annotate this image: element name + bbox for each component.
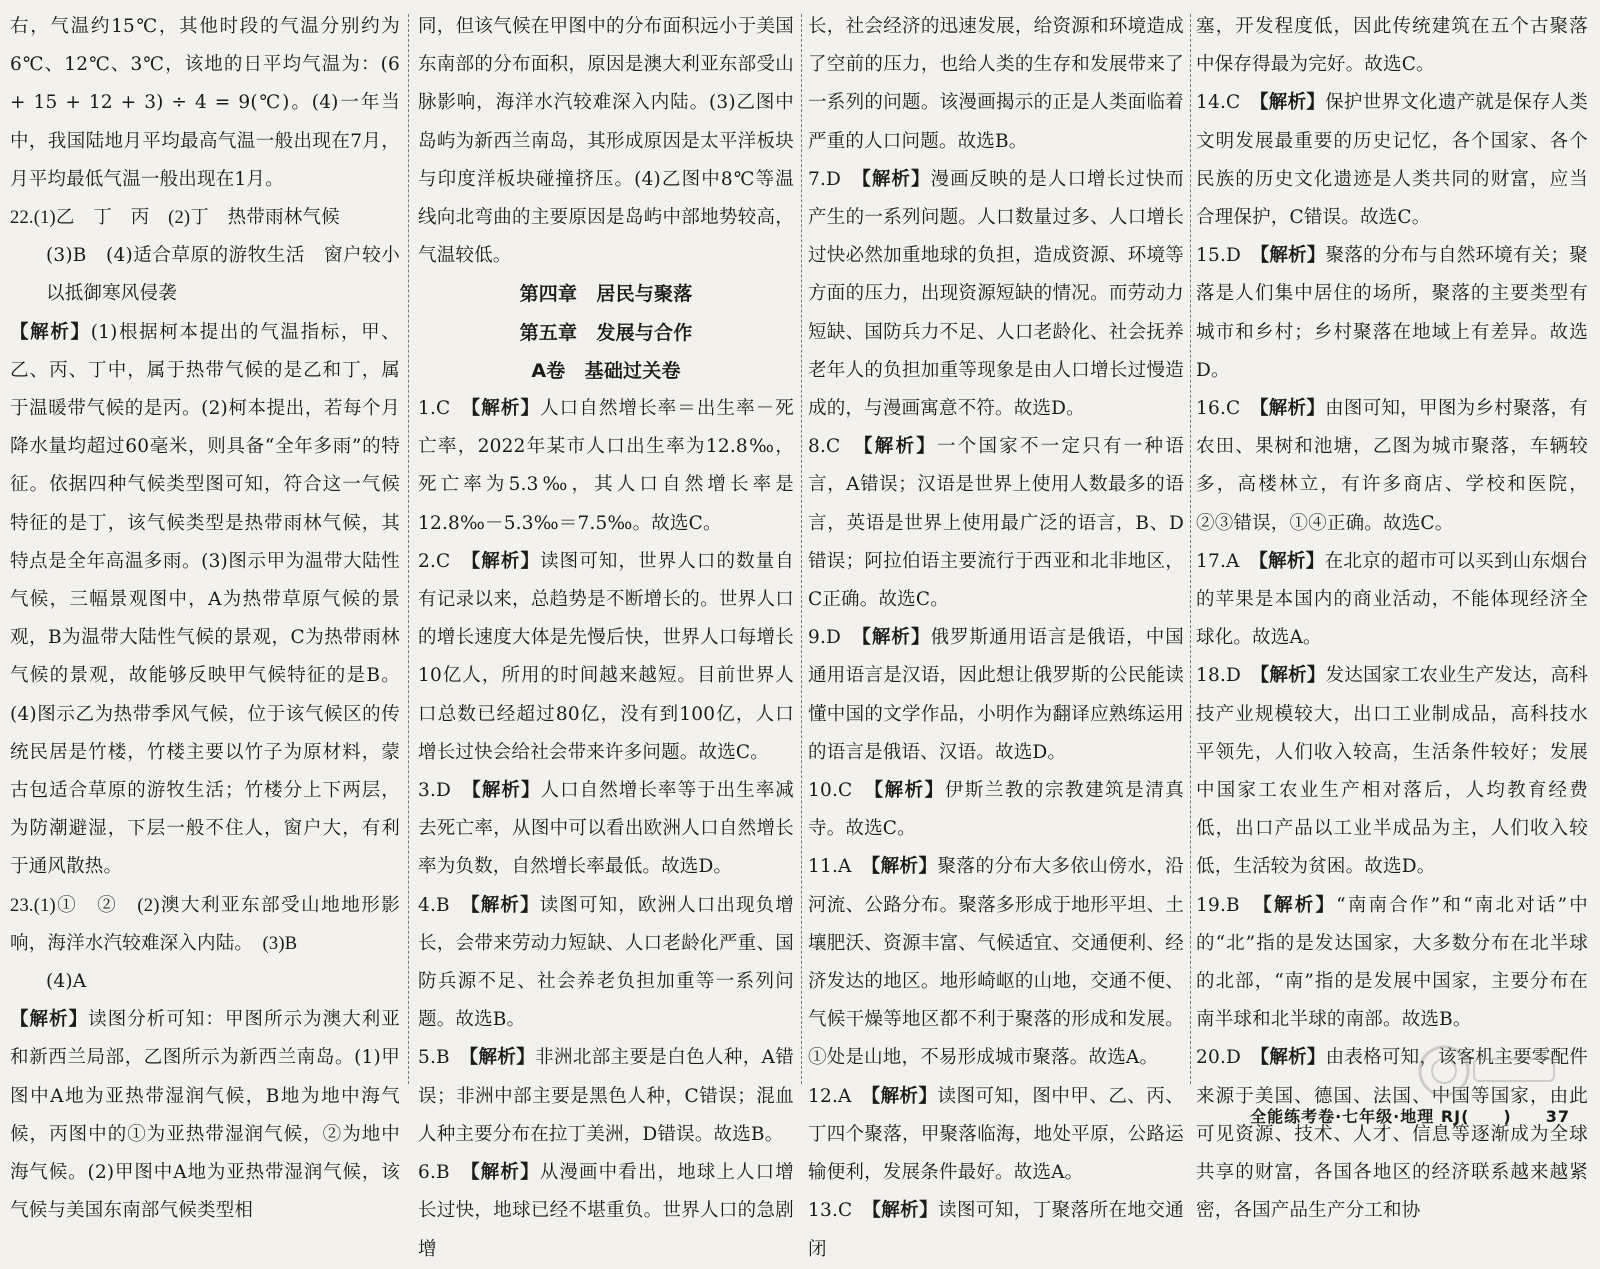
analysis-tag: 【解析】 <box>870 1085 938 1107</box>
section-heading: A卷 基础过关卷 <box>531 359 681 382</box>
answer-item: 18.D 【解析】发达国家工农业生产发达，高科技产业规模较大，出口工业制成品，高科技水平领先，人们收入较高，生活条件较好；发展中国家工农业生产相对落后，人均教育经费低，出口产品以工业半成品为主，人们收入较低，生活较为贫困。故选D。 <box>1196 665 1588 878</box>
text-block: 右，气温约15℃，其他时段的气温分别约为6℃、12℃、3℃，该地的日平均气温为：(6 + 15 + 12 + 3) ÷ 4 = 9(℃)。(4)一年当中，我国陆地月平均最高气温一般出现在7月，月平均最低气温一般出现在1月。 <box>10 16 400 190</box>
answer-item: 19.B 【解析】“南南合作”和“南北对话”中的“北”指的是发达国家，大多数分布在北半球的北部，“南”指的是发展中国家，主要分布在南半球和北半球的南部。故选B。 <box>1196 894 1588 1031</box>
answer-item: 10.C 【解析】伊斯兰教的宗教建筑是清真寺。故选C。 <box>808 780 1184 840</box>
analysis-tag: 【解析】 <box>1259 1047 1326 1069</box>
analysis-q22: 【解析】(1)根据柯本提出的气温指标，甲、乙、丙、丁中，属于热带气候的是乙和丁，属于温暖带气候的是丙。(2)柯本提出，若每个月降水量均超过60毫米，则具备“全年多雨”的特征。依据四种气候类型图可知，符合这一气候特征的是丁，该气候类型是热带雨林气候，其特点是全年高温多雨。(3)图示甲为温带大陆性气候，三幅景观图中，A为热带草原气候的景观，B为温带大陆性气候的景观，C为热带雨林气候的景观，故能够反映甲气候特征的是B。(4)图示乙为热带季风气候，位于该气候区的传统民居是竹楼，竹楼主要以竹子为原材料，蒙古包适合草原的游牧生活；竹楼分上下两层，为防潮避湿，下层一般不住人，窗户大，有利于通风散热。 <box>10 321 400 878</box>
answer-item: 13.C 【解析】读图可知，丁聚落所在地交通闭 <box>808 1200 1184 1260</box>
column-3 <box>808 8 1184 1260</box>
column-1 <box>10 8 400 1222</box>
answer-item: 6.B 【解析】从漫画中看出，地球上人口增长过快，地球已经不堪重负。世界人口的急剧增 <box>418 1162 794 1260</box>
analysis-tag: 【解析】 <box>1262 894 1337 916</box>
column-divider <box>801 14 802 1084</box>
chapter-heading: 第五章 发展与合作 <box>519 321 693 344</box>
analysis-tag: 【解析】 <box>468 1047 536 1069</box>
answer-q23: 23.(1)① ② (2)澳大利亚东部受山地地形影响，海洋水汽较难深入内陆。 (3)B <box>10 895 400 954</box>
analysis-tag: 【解析】 <box>1259 398 1326 420</box>
answer-item: 2.C 【解析】读图可知，世界人口的数量自有记录以来，总趋势是不断增长的。世界人口的增长速度大体是先慢后快，世界人口每增长10亿人，所用的时间越来越短。目前世界人口总数已经超过80亿，没有到100亿，人口增长过快会给社会带来许多问题。故选C。 <box>418 550 794 763</box>
chapter-heading: 第四章 居民与聚落 <box>519 283 693 306</box>
analysis-tag: 【解析】 <box>470 550 541 572</box>
answer-item: 3.D 【解析】人口自然增长率等于出生率减去死亡率，从图中可以看出欧洲人口自然增长率为负数，自然增长率最低。故选D。 <box>418 780 794 878</box>
text-block: 塞，开发程度低，因此传统建筑在五个古聚落中保存得最为完好。故选C。 <box>1196 16 1588 76</box>
text-block: 长，社会经济的迅速发展，给资源和环境造成了空前的压力，也给人类的生存和发展带来了一系列的问题。该漫画揭示的正是人类面临着严重的人口问题。故选B。 <box>808 16 1184 152</box>
answer-item: 16.C 【解析】由图可知，甲图为乡村聚落，有农田、果树和池塘，乙图为城市聚落，车辆较多，高楼林立，有许多商店、学校和医院，②③错误，①④正确。故选C。 <box>1196 398 1589 534</box>
analysis-tag: 【解析】 <box>871 1200 939 1222</box>
answer-q23-cont: (4)A <box>46 971 87 993</box>
analysis-tag: 【解析】 <box>10 1009 89 1031</box>
answer-item: 4.B 【解析】读图可知，欧洲人口出现负增长，会带来劳动力短缺、人口老龄化严重、国防兵源不足、社会养老负担加重等一系列问题。故选B。 <box>418 894 794 1031</box>
column-divider <box>1190 14 1191 1084</box>
analysis-tag: 【解析】 <box>1259 245 1326 267</box>
analysis-tag: 【解析】 <box>470 894 540 916</box>
column-2 <box>418 8 794 1260</box>
page-footer: 全能练考卷·七年级·地理 RJ( ) 37 <box>1250 1107 1570 1126</box>
answer-q22-cont: (3)B (4)适合草原的游牧生活 窗户较小以抵御寒风侵袭 <box>46 245 400 305</box>
answer-q22: 22.(1)乙 丁 丙 (2)丁 热带雨林气候 <box>10 208 340 229</box>
analysis-tag: 【解析】 <box>861 168 931 190</box>
answer-item: 14.C 【解析】保护世界文化遗产就是保存人类文明发展最重要的历史记忆，各个国家、各个民族的历史文化遗迹是人类共同的财富，应当合理保护，C错误。故选C。 <box>1196 92 1589 229</box>
answer-item: 17.A 【解析】在北京的超市可以买到山东烟台的苹果是本国内的商业活动，不能体现经济全球化。故选A。 <box>1196 550 1588 649</box>
column-divider <box>408 14 409 1084</box>
analysis-tag: 【解析】 <box>873 780 945 802</box>
answer-item: 9.D 【解析】俄罗斯通用语言是俄语，中国通用语言是汉语，因此想让俄罗斯的公民能读懂中国的文学作品，小明作为翻译应熟练运用的语言是俄语、汉语。故选D。 <box>808 627 1184 763</box>
analysis-tag: 【解析】 <box>470 1162 540 1184</box>
analysis-tag: 【解析】 <box>1259 665 1326 687</box>
answer-item: 5.B 【解析】非洲北部主要是白色人种，A错误；非洲中部主要是黑色人种，C错误；混血人种主要分布在拉丁美洲，D错误。故选B。 <box>418 1047 794 1145</box>
analysis-tag: 【解析】 <box>863 436 937 458</box>
answer-item: 1.C 【解析】人口自然增长率＝出生率－死亡率，2022年某市人口出生率为12.8‰，死亡率为5.3‰，其人口自然增长率是12.8‰－5.3‰＝7.5‰。故选C。 <box>418 398 794 534</box>
analysis-tag: 【解析】 <box>861 627 931 649</box>
answer-item: 11.A 【解析】聚落的分布大多依山傍水，沿河流、公路分布。聚落多形成于地形平坦、土壤肥沃、资源丰富、气候适宜、交通便利、经济发达的地区。地形崎岖的山地，交通不便、气候干燥等地区都不利于聚落的形成和发展。①处是山地，不易形成城市聚落。故选A。 <box>808 856 1184 1069</box>
analysis-tag: 【解析】 <box>1258 550 1325 572</box>
analysis-tag: 【解析】 <box>1259 92 1326 114</box>
answer-item: 20.D 【解析】由表格可知，该客机主要零配件来源于美国、德国、法国、中国等国家，由此可见资源、技术、人才、信息等逐渐成为全球共享的财富，各国各地区的经济联系越来越紧密，各国产品生产分工和协 <box>1196 1047 1588 1222</box>
answer-item: 8.C 【解析】一个国家不一定只有一种语言，A错误；汉语是世界上使用人数最多的语言，英语是世界上使用最广泛的语言，B、D错误；阿拉伯语主要流行于西亚和北非地区，C正确。故选C。 <box>808 436 1184 611</box>
analysis-tag: 【解析】 <box>10 321 91 343</box>
watermark-logo <box>1414 1041 1564 1101</box>
answer-item: 12.A 【解析】读图可知，图中甲、乙、丙、丁四个聚落，甲聚落临海，地处平原，公路运输便利，发展条件最好。故选A。 <box>808 1085 1184 1184</box>
answer-item: 7.D 【解析】漫画反映的是人口增长过快而产生的一系列问题。人口数量过多、人口增长过快必然加重地球的负担，造成资源、环境等方面的压力，出现资源短缺的情况。而劳动力短缺、国防兵力不足、人口老龄化、社会抚养老年人的负担加重等现象是由人口增长过慢造成的，与漫画寓意不符。故选D。 <box>808 168 1184 420</box>
analysis-q23: 【解析】读图分析可知：甲图所示为澳大利亚和新西兰局部，乙图所示为新西兰南岛。(1)甲图中A地为亚热带湿润气候，B地为地中海气候，丙图中的①为亚热带湿润气候，②为地中海气候。(2)甲图中A地为亚热带湿润气候，该气候与美国东南部气候类型相 <box>10 1009 400 1222</box>
analysis-tag: 【解析】 <box>471 780 541 802</box>
analysis-tag: 【解析】 <box>470 398 541 420</box>
analysis-tag: 【解析】 <box>870 856 938 878</box>
answer-item: 15.D 【解析】聚落的分布与自然环境有关；聚落是人们集中居住的场所，聚落的主要类型有城市和乡村；乡村聚落在地域上有差异。故选D。 <box>1196 245 1588 381</box>
text-block: 同，但该气候在甲图中的分布面积远小于美国东南部的分布面积，原因是澳大利亚东部受山脉影响，海洋水汽较难深入内陆。(3)乙图中岛屿为新西兰南岛，其形成原因是太平洋板块与印度洋板块碰撞挤压。(4)乙图中8℃等温线向北弯曲的主要原因是岛屿中部地势较高，气温较低。 <box>418 16 794 267</box>
